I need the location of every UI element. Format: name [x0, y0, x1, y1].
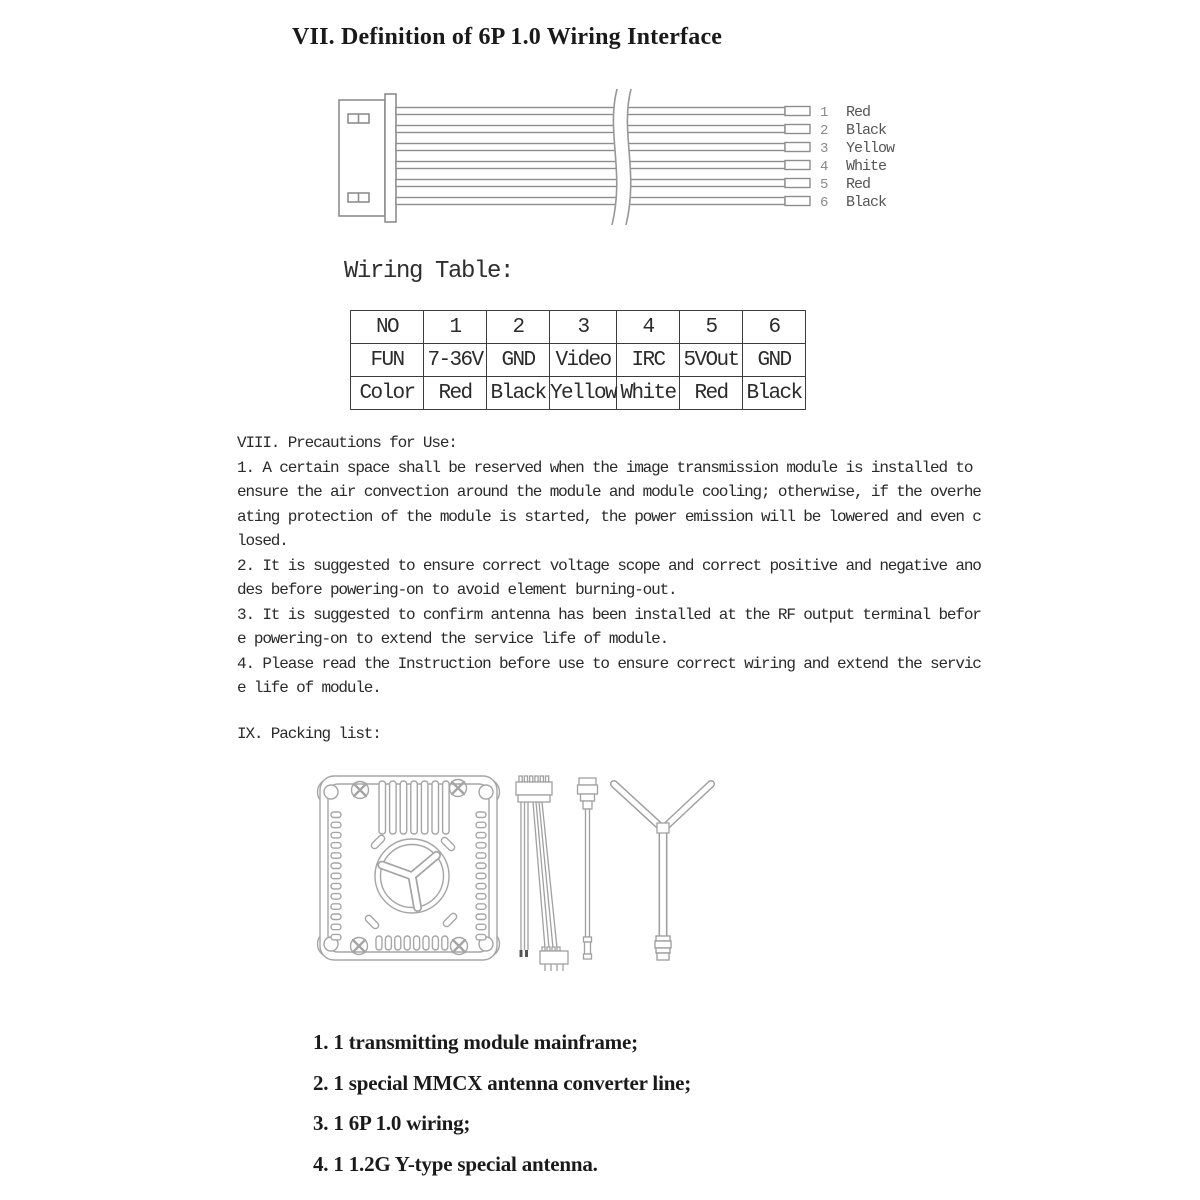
page-title: VII. Definition of 6P 1.0 Wiring Interface: [292, 24, 723, 50]
transmitting-module-mainframe-figure: [318, 776, 500, 960]
precaution-line: e powering-on to extend the service life of module.: [237, 630, 669, 648]
wire-2: [396, 126, 785, 133]
precaution-line: 2. It is suggested to ensure correct voltage scope and correct positive and negative ano: [237, 556, 981, 575]
cable-connector-bottom: [540, 951, 568, 964]
packing-list: [313, 1022, 691, 1184]
wire-lines: [396, 107, 810, 206]
module-body: [320, 776, 497, 960]
wire-number: 6: [820, 195, 829, 211]
wiring-table-heading: Wiring Table:: [344, 258, 514, 285]
wire-number: 4: [820, 159, 829, 175]
wire-color-label: Yellow: [846, 140, 895, 157]
table-row: [351, 344, 806, 377]
wiring-table: [350, 310, 806, 410]
wire-color-label: Black: [846, 194, 887, 211]
precaution-line: ating protection of the module is started, the power emission will be lowered and even c: [237, 507, 981, 526]
table-cell: 6: [743, 311, 806, 344]
6p-wiring-cable-figure: [516, 776, 568, 971]
precaution-line: 3. It is suggested to confirm antenna has been installed at the RF output terminal befor: [237, 605, 981, 624]
table-cell: GND: [487, 344, 550, 377]
table-cell: White: [617, 377, 680, 410]
wire-number: 2: [820, 123, 829, 139]
table-row: [351, 311, 806, 344]
wire-color-labels: [846, 104, 895, 211]
y-type-antenna-figure: [614, 784, 711, 960]
table-cell: Red: [424, 377, 487, 410]
coax-cable: [586, 809, 590, 937]
packing-list-figures: [295, 768, 725, 980]
table-cell: Video: [550, 344, 617, 377]
wire-4: [396, 162, 785, 169]
mmcx-connector-icon: [579, 778, 596, 785]
wire-color-label: White: [846, 158, 887, 175]
table-cell: Red: [680, 377, 743, 410]
wire-3: [396, 144, 785, 151]
table-cell: Color: [351, 377, 424, 410]
wire-5: [396, 180, 785, 187]
cable-break-icon: [612, 89, 631, 225]
table-cell: 7-36V: [424, 344, 487, 377]
precaution-line: 1. A certain space shall be reserved when the image transmission module is installed to: [237, 458, 973, 477]
wire-color-label: Black: [846, 122, 887, 139]
wire-number: 5: [820, 177, 829, 193]
wire-6: [396, 198, 785, 205]
table-cell: GND: [743, 344, 806, 377]
table-cell: IRC: [617, 344, 680, 377]
packing-list-heading: IX. Packing list:: [237, 725, 381, 743]
precaution-line: losed.: [237, 532, 288, 550]
mmcx-antenna-converter-line-figure: [578, 778, 598, 959]
table-cell: Black: [743, 377, 806, 410]
wire-1: [396, 108, 785, 115]
packing-list-item: 2. 1 special MMCX antenna converter line;: [313, 1070, 692, 1095]
table-cell: FUN: [351, 344, 424, 377]
wire-color-label: Red: [846, 176, 871, 193]
wire-number: 1: [820, 105, 829, 121]
heatsink-fins-icon: [379, 781, 449, 834]
cable-connector-top: [516, 782, 552, 795]
table-cell: NO: [351, 311, 424, 344]
table-cell: 5: [680, 311, 743, 344]
table-row: [351, 377, 806, 410]
table-cell: 2: [487, 311, 550, 344]
precaution-line: ensure the air convection around the module and module cooling; otherwise, if the overhe: [237, 483, 981, 501]
precaution-line: 4. Please read the Instruction before use to ensure correct wiring and extend the servic: [237, 654, 981, 673]
precautions-section: [237, 431, 997, 701]
wire-number: 3: [820, 141, 829, 157]
table-cell: 4: [617, 311, 680, 344]
table-cell: 5VOut: [680, 344, 743, 377]
packing-list-item: 3. 1 6P 1.0 wiring;: [313, 1111, 471, 1135]
precaution-line: des before powering-on to avoid element burning-out.: [237, 581, 677, 599]
table-cell: 3: [550, 311, 617, 344]
precaution-line: e life of module.: [237, 679, 381, 697]
table-cell: 1: [424, 311, 487, 344]
table-cell: Yellow: [550, 377, 617, 410]
precautions-heading: VIII. Precautions for Use:: [237, 434, 457, 452]
table-cell: Black: [487, 377, 550, 410]
packing-list-item: 4. 1 1.2G Y-type special antenna.: [313, 1151, 598, 1176]
wire-color-label: Red: [846, 104, 871, 121]
6p-wiring-interface-diagram: [325, 83, 905, 231]
wire-numbers: [820, 105, 828, 211]
packing-list-item: 1. 1 transmitting module mainframe;: [313, 1030, 638, 1054]
connector-plug-icon: [339, 94, 396, 222]
antenna-connector-icon: [655, 936, 671, 960]
